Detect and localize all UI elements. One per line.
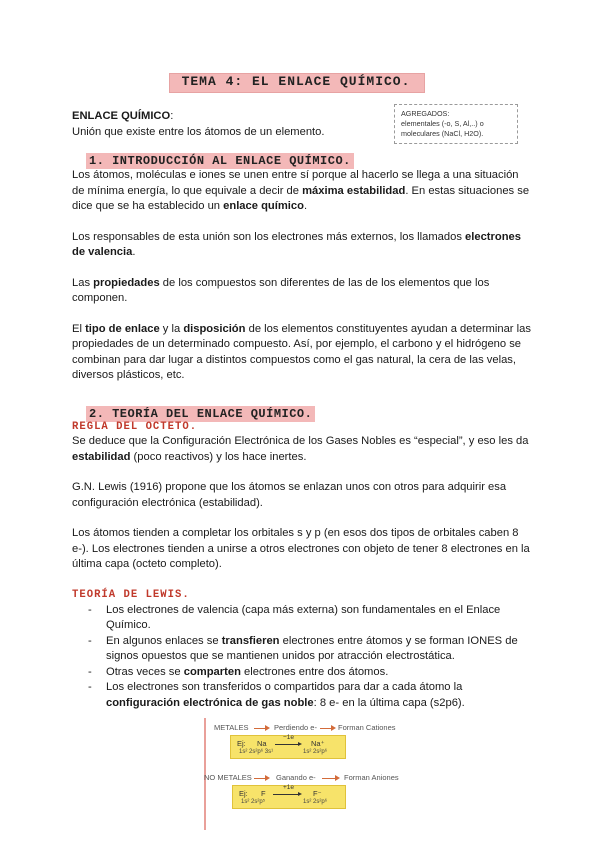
aggregates-note: AGREGADOS: elementales (-o, S, Al,..) o moleculares (NaCl, H2O). <box>394 104 518 144</box>
section2-paragraph: Se deduce que la Configuración Electrónica de los Gases Nobles es “especial”, y eso les da estabilidad (poco reactivos) y los hace inertes. <box>72 435 529 463</box>
losing-electrons-label: Perdiendo e- <box>274 723 317 732</box>
intro-heading: ENLACE QUÍMICO: <box>72 110 174 122</box>
section1-paragraph: El tipo de enlace y la disposición de los elementos constituyentes ayudan a determinar las propiedades de un determinado compuesto. Así, por ejemplo, el carbono y el hidrógeno se combinan para dar lugar a distintos compuestos como el gas natural, la cera de las velas, diversos plásticos, etc. <box>72 322 531 381</box>
nonmetals-label: NO METALES <box>204 773 252 782</box>
intro-block <box>72 109 372 140</box>
section1-body <box>72 168 532 384</box>
gaining-electrons-label: Ganando e- <box>276 773 316 782</box>
arrow-icon <box>322 778 336 779</box>
cations-label: Forman Cationes <box>338 723 396 732</box>
section1-paragraph: Los átomos, moléculas e iones se unen entre sí porque al hacerlo se llega a una situación de mínima energía, lo que equivale a decir de máxima estabilidad. En estas situaciones se dice que se ha establecido un enlace químico. <box>72 169 530 212</box>
subheading-lewis-theory: TEORÍA DE LEWIS. <box>72 588 190 601</box>
section2-heading: 2. TEORÍA DEL ENLACE QUÍMICO. <box>86 404 315 422</box>
list-item: - Los electrones de valencia (capa más externa) son fundamentales en el Enlace Químico. <box>86 603 532 634</box>
nonmetal-example-box: Ej: F +1e F⁻ 1s² 2s²p⁵ 1s² 2s²p⁶ <box>232 785 346 809</box>
metals-label: METALES <box>214 723 249 732</box>
metal-example-box: Ej: Na −1e Na⁺ 1s² 2s²p⁶ 3s¹ 1s² 2s²p⁶ <box>230 735 346 759</box>
list-item: - Otras veces se comparten electrones entre dos átomos. <box>86 665 532 681</box>
subheading-octet-rule: REGLA DEL OCTETO. <box>72 421 198 433</box>
reaction-arrow-icon <box>275 744 299 745</box>
anions-label: Forman Aniones <box>344 773 399 782</box>
section1-heading: 1. INTRODUCCIÓN AL ENLACE QUÍMICO. <box>86 151 354 169</box>
section1-paragraph: Los responsables de esta unión son los electrones más externos, los llamados electrones de valencia. <box>72 230 521 258</box>
section2-body <box>72 420 532 711</box>
list-item: - Los electrones son transferidos o compartidos para dar a cada átomo la configuración electrónica de gas noble: 8 e- en la última capa (s2p6). <box>86 680 532 711</box>
section1-paragraph: Las propiedades de los compuestos son diferentes de las de los elementos que los componen. <box>72 276 490 304</box>
section2-paragraph: Los átomos tienden a completar los orbitales s y p (en esos dos tipos de orbitales caben 8 e-). Los electrones tienden a unirse a otros electrones con objeto de tener 8 electrones en la última capa (octeto completo). <box>72 527 530 570</box>
ion-diagram <box>204 715 418 833</box>
reaction-arrow-icon <box>273 794 299 795</box>
list-item: - En algunos enlaces se transfieren electrones entre átomos y se forman IONES de signos opuestos que se mantienen unidos por atracción electrostática. <box>86 634 532 665</box>
lewis-list <box>86 603 532 712</box>
page-title: TEMA 4: EL ENLACE QUÍMICO. <box>181 74 411 89</box>
section2-paragraph: G.N. Lewis (1916) propone que los átomos se enlazan unos con otros para adquirir esa configuración electrónica (estabilidad). <box>72 481 507 509</box>
intro-definition: Unión que existe entre los átomos de un elemento. <box>72 125 325 138</box>
